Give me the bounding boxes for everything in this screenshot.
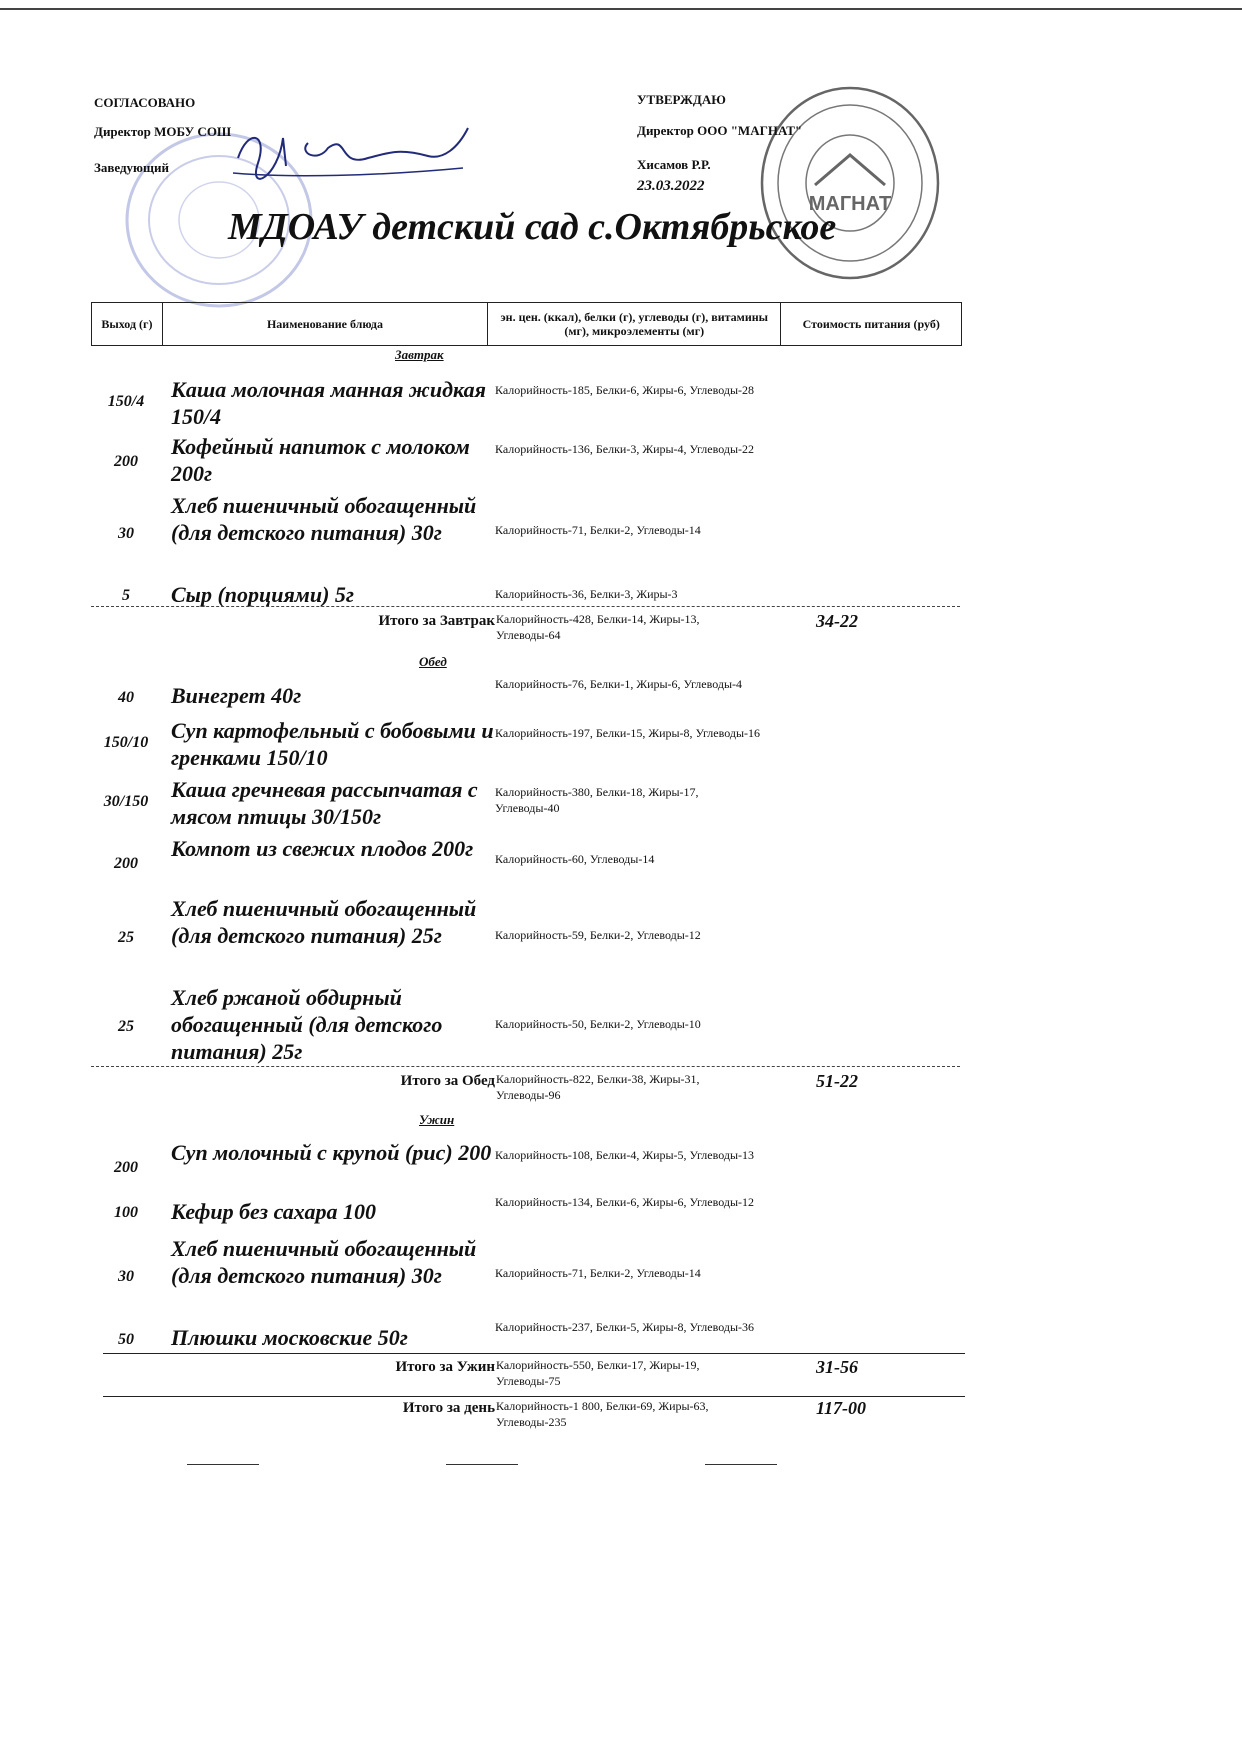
row-dish: Каша гречневая рассыпчатая с мясом птицы 30/150г bbox=[171, 777, 478, 829]
right-director-label: Директор ООО "МАГНАТ" bbox=[637, 123, 803, 138]
col-cost-header: Стоимость питания (руб) bbox=[802, 317, 940, 331]
total-cost: 51-22 bbox=[816, 1071, 858, 1091]
total-cost: 31-56 bbox=[816, 1357, 858, 1377]
scan-top-edge bbox=[0, 8, 1242, 10]
row-dish: Хлеб ржаной обдирный обогащенный (для детского питания) 25г bbox=[171, 985, 443, 1064]
total-cost: 117-00 bbox=[816, 1398, 867, 1418]
approve-label: УТВЕРЖДАЮ bbox=[637, 92, 726, 107]
row-out: 40 bbox=[118, 689, 134, 706]
right-stamp-seal bbox=[755, 85, 945, 285]
signature-blank bbox=[187, 1464, 259, 1465]
total-nutrition: Калорийность-428, Белки-14, Жиры-13, Углеводы-64 bbox=[496, 612, 700, 642]
row-nutrition: Калорийность-50, Белки-2, Углеводы-10 bbox=[495, 1017, 701, 1031]
row-nutrition: Калорийность-60, Углеводы-14 bbox=[495, 852, 655, 866]
row-nutrition: Калорийность-76, Белки-1, Жиры-6, Углеводы-4 bbox=[495, 677, 743, 691]
col-name-header: Наименование блюда bbox=[163, 303, 488, 345]
row-dish: Каша молочная манная жидкая 150/4 bbox=[171, 377, 486, 429]
table-header bbox=[91, 302, 962, 346]
row-out: 30/150 bbox=[103, 793, 149, 810]
total-nutrition: Калорийность-822, Белки-38, Жиры-31, Углеводы-96 bbox=[496, 1072, 700, 1102]
page-title: МДОАУ детский сад с.Октябрьское bbox=[228, 206, 837, 248]
section-breakfast: Завтрак bbox=[395, 347, 444, 362]
left-director-label: Директор МОБУ СОШ bbox=[94, 124, 232, 139]
row-nutrition: Калорийность-71, Белки-2, Углеводы-14 bbox=[495, 1266, 701, 1280]
row-dish: Сыр (порциями) 5г bbox=[171, 582, 355, 607]
divider bbox=[91, 606, 960, 607]
row-dish: Винегрет 40г bbox=[171, 683, 302, 708]
total-label: Итого за Обед bbox=[400, 1073, 495, 1089]
total-label: Итого за Ужин bbox=[395, 1359, 495, 1375]
signature bbox=[228, 118, 478, 188]
row-nutrition: Калорийность-237, Белки-5, Жиры-8, Углеводы-36 bbox=[495, 1320, 755, 1334]
col-out-header: Выход (г) bbox=[92, 303, 163, 345]
row-out: 150/10 bbox=[103, 734, 149, 751]
section-dinner: Ужин bbox=[419, 1112, 455, 1127]
row-dish: Кофейный напиток с молоком 200г bbox=[171, 434, 470, 486]
row-out: 150/4 bbox=[107, 393, 145, 410]
divider bbox=[103, 1353, 965, 1354]
row-dish: Хлеб пшеничный обогащенный (для детского питания) 30г bbox=[171, 493, 477, 545]
total-label: Итого за день bbox=[402, 1400, 495, 1416]
total-nutrition: Калорийность-550, Белки-17, Жиры-19, Углеводы-75 bbox=[496, 1358, 700, 1388]
row-dish: Хлеб пшеничный обогащенный (для детского питания) 25г bbox=[171, 896, 477, 948]
row-out: 100 bbox=[114, 1204, 138, 1221]
row-dish: Хлеб пшеничный обогащенный (для детского питания) 30г bbox=[171, 1236, 477, 1288]
row-out: 50 bbox=[118, 1331, 134, 1348]
section-lunch: Обед bbox=[419, 654, 447, 669]
row-nutrition: Калорийность-197, Белки-15, Жиры-8, Углеводы-16 bbox=[495, 726, 761, 740]
signature-blank bbox=[446, 1464, 518, 1465]
row-dish: Суп молочный с крупой (рис) 200 bbox=[171, 1140, 492, 1165]
right-stamp-text: МАГНАТ bbox=[808, 193, 892, 215]
row-nutrition: Калорийность-59, Белки-2, Углеводы-12 bbox=[495, 928, 701, 942]
row-dish: Плюшки московские 50г bbox=[171, 1325, 408, 1350]
row-out: 200 bbox=[114, 855, 138, 872]
total-label: Итого за Завтрак bbox=[378, 613, 495, 629]
row-out: 200 bbox=[114, 1159, 138, 1176]
row-nutrition: Калорийность-134, Белки-6, Жиры-6, Углеводы-12 bbox=[495, 1195, 755, 1209]
row-out: 25 bbox=[118, 929, 134, 946]
row-out: 30 bbox=[118, 525, 134, 542]
agreed-label: СОГЛАСОВАНО bbox=[94, 95, 196, 110]
right-name-label: Хисамов Р.Р. bbox=[637, 157, 711, 172]
row-dish: Компот из свежих плодов 200г bbox=[171, 836, 474, 861]
row-out: 30 bbox=[118, 1268, 134, 1285]
signature-blank bbox=[705, 1464, 777, 1465]
row-dish: Суп картофельный с бобовыми и гренками 150/10 bbox=[171, 718, 494, 770]
approve-date: 23.03.2022 bbox=[637, 178, 705, 194]
row-nutrition: Калорийность-136, Белки-3, Жиры-4, Углеводы-22 bbox=[495, 442, 755, 456]
row-out: 5 bbox=[122, 587, 130, 604]
total-nutrition: Калорийность-1 800, Белки-69, Жиры-63, Углеводы-235 bbox=[496, 1399, 709, 1429]
row-dish: Кефир без сахара 100 bbox=[171, 1199, 377, 1224]
col-nutr-header: эн. цен. (ккал), белки (г), углеводы (г), витамины (мг), микроэлементы (мг) bbox=[488, 303, 781, 345]
row-nutrition: Калорийность-185, Белки-6, Жиры-6, Углеводы-28 bbox=[495, 383, 755, 397]
row-nutrition: Калорийность-71, Белки-2, Углеводы-14 bbox=[495, 523, 701, 537]
row-out: 200 bbox=[114, 453, 138, 470]
total-cost: 34-22 bbox=[816, 611, 858, 631]
row-nutrition: Калорийность-108, Белки-4, Жиры-5, Углеводы-13 bbox=[495, 1148, 755, 1162]
row-nutrition: Калорийность-36, Белки-3, Жиры-3 bbox=[495, 587, 678, 601]
divider bbox=[103, 1396, 965, 1397]
row-nutrition: Калорийность-380, Белки-18, Жиры-17, Углеводы-40 bbox=[495, 785, 699, 815]
divider bbox=[91, 1066, 960, 1067]
left-head-label: Заведующий bbox=[94, 160, 169, 175]
row-out: 25 bbox=[118, 1018, 134, 1035]
